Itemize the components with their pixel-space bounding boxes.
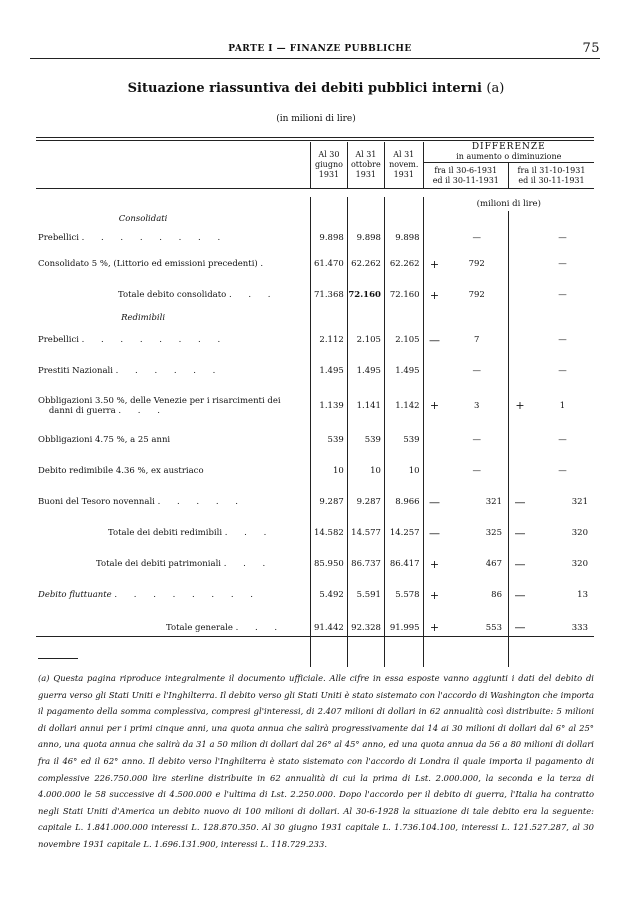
debt-table <box>36 142 594 667</box>
page-number: 75 <box>582 41 600 56</box>
table-row: Buoni del Tesoro novennali . . . . . 9.287 9.287 8.966 — 321 — 321 <box>36 487 594 518</box>
footnote-rule <box>38 658 78 659</box>
table-row: Debito fluttuante . . . . . . . . 5.492 5.591 5.578 + 86 — 13 <box>36 580 594 611</box>
section-consolidati: Consolidati <box>118 213 168 224</box>
section-redimibili: Redimibili <box>121 312 166 323</box>
table-row-grand-total: Totale generale . . . 91.442 92.328 91.995 + 553 — 333 <box>36 611 594 645</box>
col-header-differenze: DIFFERENZE in aumento o diminuzione <box>423 142 594 163</box>
table-row: Prebellici . . . . . . . . 2.112 2.105 2.105 — 7 — <box>36 325 594 356</box>
table-row: Obbligazioni 4.75 %, a 25 anni 539 539 539 — — <box>36 425 594 456</box>
table-top-rule-2 <box>36 140 594 141</box>
table-row: Debito redimibile 4.36 %, ex austriaco 10 10 10 — — <box>36 456 594 487</box>
running-head: PARTE I — FINANZE PUBBLICHE <box>228 44 412 54</box>
col-header-nov: Al 31 novem. 1931 <box>384 142 423 189</box>
table-bottom-rule <box>36 636 594 637</box>
table-row-total: Totale debito consolidato . . . 71.368 72.160 72.160 + 792 — <box>36 280 594 311</box>
table-row: Obbligazioni 3.50 %, delle Venezie per i risarcimenti dei danni di guerra . . . 1.139 1.141 1.142 + 3 + 1 <box>36 387 594 425</box>
table-row-total: Totale dei debiti redimibili . . . 14.582 14.577 14.257 — 325 — 320 <box>36 518 594 549</box>
col-header-diff-2: fra il 31-10-1931 ed il 30-11-1931 <box>509 163 595 189</box>
header-rule <box>30 58 600 59</box>
table-row: Prestiti Nazionali . . . . . . 1.495 1.495 1.495 — — <box>36 356 594 387</box>
table-row: Prebellici . . . . . . . . 9.898 9.898 9.898 — — <box>36 227 594 249</box>
header-row-1 <box>36 142 594 163</box>
col-header-jun: Al 30 giugno 1931 <box>311 142 348 189</box>
col-header-diff-1: fra il 30-6-1931 ed il 30-11-1931 <box>423 163 508 189</box>
footnote: (a) Questa pagina riproduce integralmente il documento ufficiale. Alle cifre in essa esposte vanno aggiunti i dati del debito di guerra verso gli Stati Uniti e l'Inghilterra. Il debito verso gli Stati Uniti è stato sistemato con l'accordo di Washington che importa il pagamento della somma complessiva, compresi gl'interessi, di 2.407 milioni di dollari in 62 annualità così distribuite: 5 milioni di dollari annui per i primi cinque anni, una quota annua che salirà progressivamente dai 14 ai 30 milioni di dollari dal 6° al 25° anno, una quota annua che salirà da 31 a 50 milion di dollari dal 26° al 45° anno, ed una quota annua da 56 a 80 milioni di dollari fra il 46° ed il 62° anno. Il debito verso l'Inghilterra è stato sistemato con l'accordo di Londra il quale importa il pagamento di complessive 226.750.000 lire sterline distribuite in 62 annualità di cui la prima di Lst. 2.000.000, la seconda e la terza di 4.000.000 le 58 successive di 4.500.000 e l'ultima di Lst. 2.250.000. Dopo l'accordo per il debito di guerra, l'Italia ha contratto negli Stati Uniti d'America un debito nuovo di 100 milioni di dollari. Al 30-6-1928 la situazione di tale debito era la seguente: capitale L. 1.841.000.000 interessi L. 128.870.350. Al 30 giugno 1931 capitale L. 1.736.104.100, interessi L. 121.527.287, al 30 novembre 1931 capitale L. 1.696.131.900, interessi L. 118.729.233. <box>38 673 594 849</box>
title-text: Situazione riassuntiva dei debiti pubblici interni <box>127 81 482 96</box>
unit-note: (milioni di lire) <box>423 197 594 211</box>
page-title <box>0 81 632 96</box>
col-header-oct: Al 31 ottobre 1931 <box>347 142 384 189</box>
page-subtitle: (in milioni di lire) <box>276 114 356 124</box>
table-row-total: Totale dei debiti patrimoniali . . . 85.950 86.737 86.417 + 467 — 320 <box>36 549 594 580</box>
table-top-rule <box>36 137 594 138</box>
title-note-ref: (a) <box>486 81 505 96</box>
table-row: Consolidato 5 %, (Littorio ed emissioni precedenti) . 61.470 62.262 62.262 + 792 — <box>36 249 594 280</box>
